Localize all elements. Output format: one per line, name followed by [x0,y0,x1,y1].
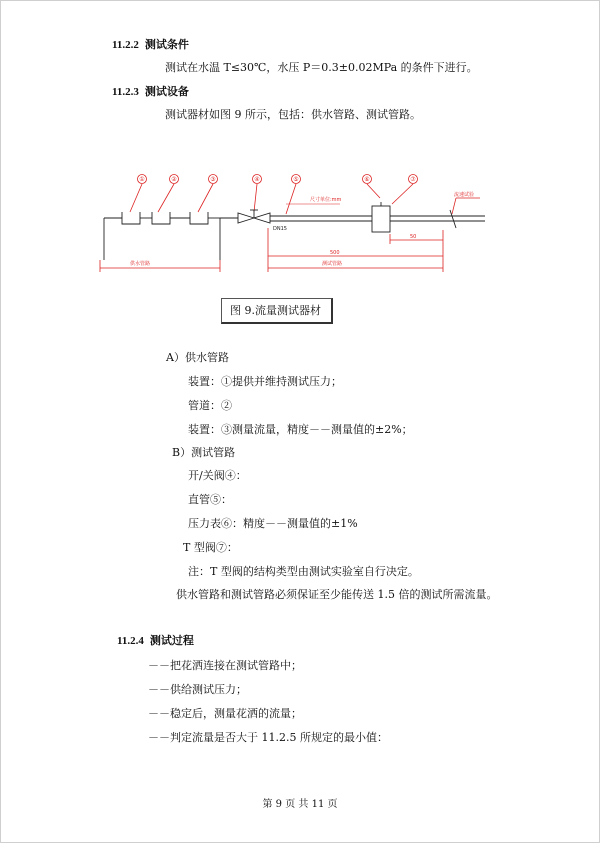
item-b2: 直管⑤： [188,493,232,506]
callout-1: ① [139,176,145,183]
item-a2: 管道：② [188,399,232,412]
section-number: 11.2.3 [112,86,139,98]
section-number: 11.2.2 [112,39,139,51]
heading-11-2-4 [117,634,194,648]
process-step-4: －－判定流量是否大于 11.2.5 所规定的最小值： [148,731,388,744]
label-dn15: DN15 [273,226,287,232]
item-a3: 装置：③测量流量，精度－－测量值的±2%； [188,423,413,436]
section-title: 测试设备 [144,85,189,98]
dim-500: 500 [330,250,340,256]
callout-6: ⑥ [364,176,370,183]
callout-4: ④ [254,176,260,183]
process-step-1: －－把花洒连接在测试管路中； [148,659,302,672]
figure-caption: 图 9.流量测试器材 [221,298,333,324]
callout-7: ⑦ [410,176,416,183]
process-step-3: －－稳定后，测量花洒的流量； [148,707,302,720]
section-number: 11.2.4 [117,635,144,647]
flow-test-diagram [90,168,510,280]
item-a-title: A）供水管路 [166,351,229,364]
test-conditions-text: 测试在水温 T≤30℃，水压 P＝0.3±0.02MPa 的条件下进行。 [165,61,478,74]
item-b3: 压力表⑥：精度－－测量值的±1% [188,517,358,530]
section-title: 测试条件 [144,38,189,51]
heading-11-2-3 [112,85,189,99]
flow-requirement-text: 供水管路和测试管路必须保证至少能传送 1.5 倍的测试所需流量。 [176,588,498,601]
note-text: 注：T 型阀的结构类型由测试实验室自行决定。 [188,565,419,578]
dim-50: 50 [410,234,417,240]
label-test-line: 测试管路 [322,261,343,267]
heading-11-2-2 [112,38,189,52]
item-b4: T 型阀⑦： [183,541,238,554]
equipment-intro-text: 测试器材如图 9 所示，包括：供水管路、测试管路。 [165,108,421,121]
callout-3: ③ [210,176,216,183]
item-b1: 开/关阀④： [188,469,247,482]
item-a1: 装置：①提供并维持测试压力； [188,375,342,388]
process-step-2: －－供给测试压力； [148,683,247,696]
callout-2: ② [171,176,177,183]
page-footer: 第 9 页 共 11 页 [262,799,338,810]
callout-5: ⑤ [293,176,299,183]
item-b-title: B）测试管路 [172,446,236,459]
label-supply-line: 供水管路 [130,261,151,267]
section-title: 测试过程 [149,634,194,647]
label-size-unit: 尺寸单位:mm [310,197,342,203]
label-outlet: 流速试验 [454,192,475,198]
